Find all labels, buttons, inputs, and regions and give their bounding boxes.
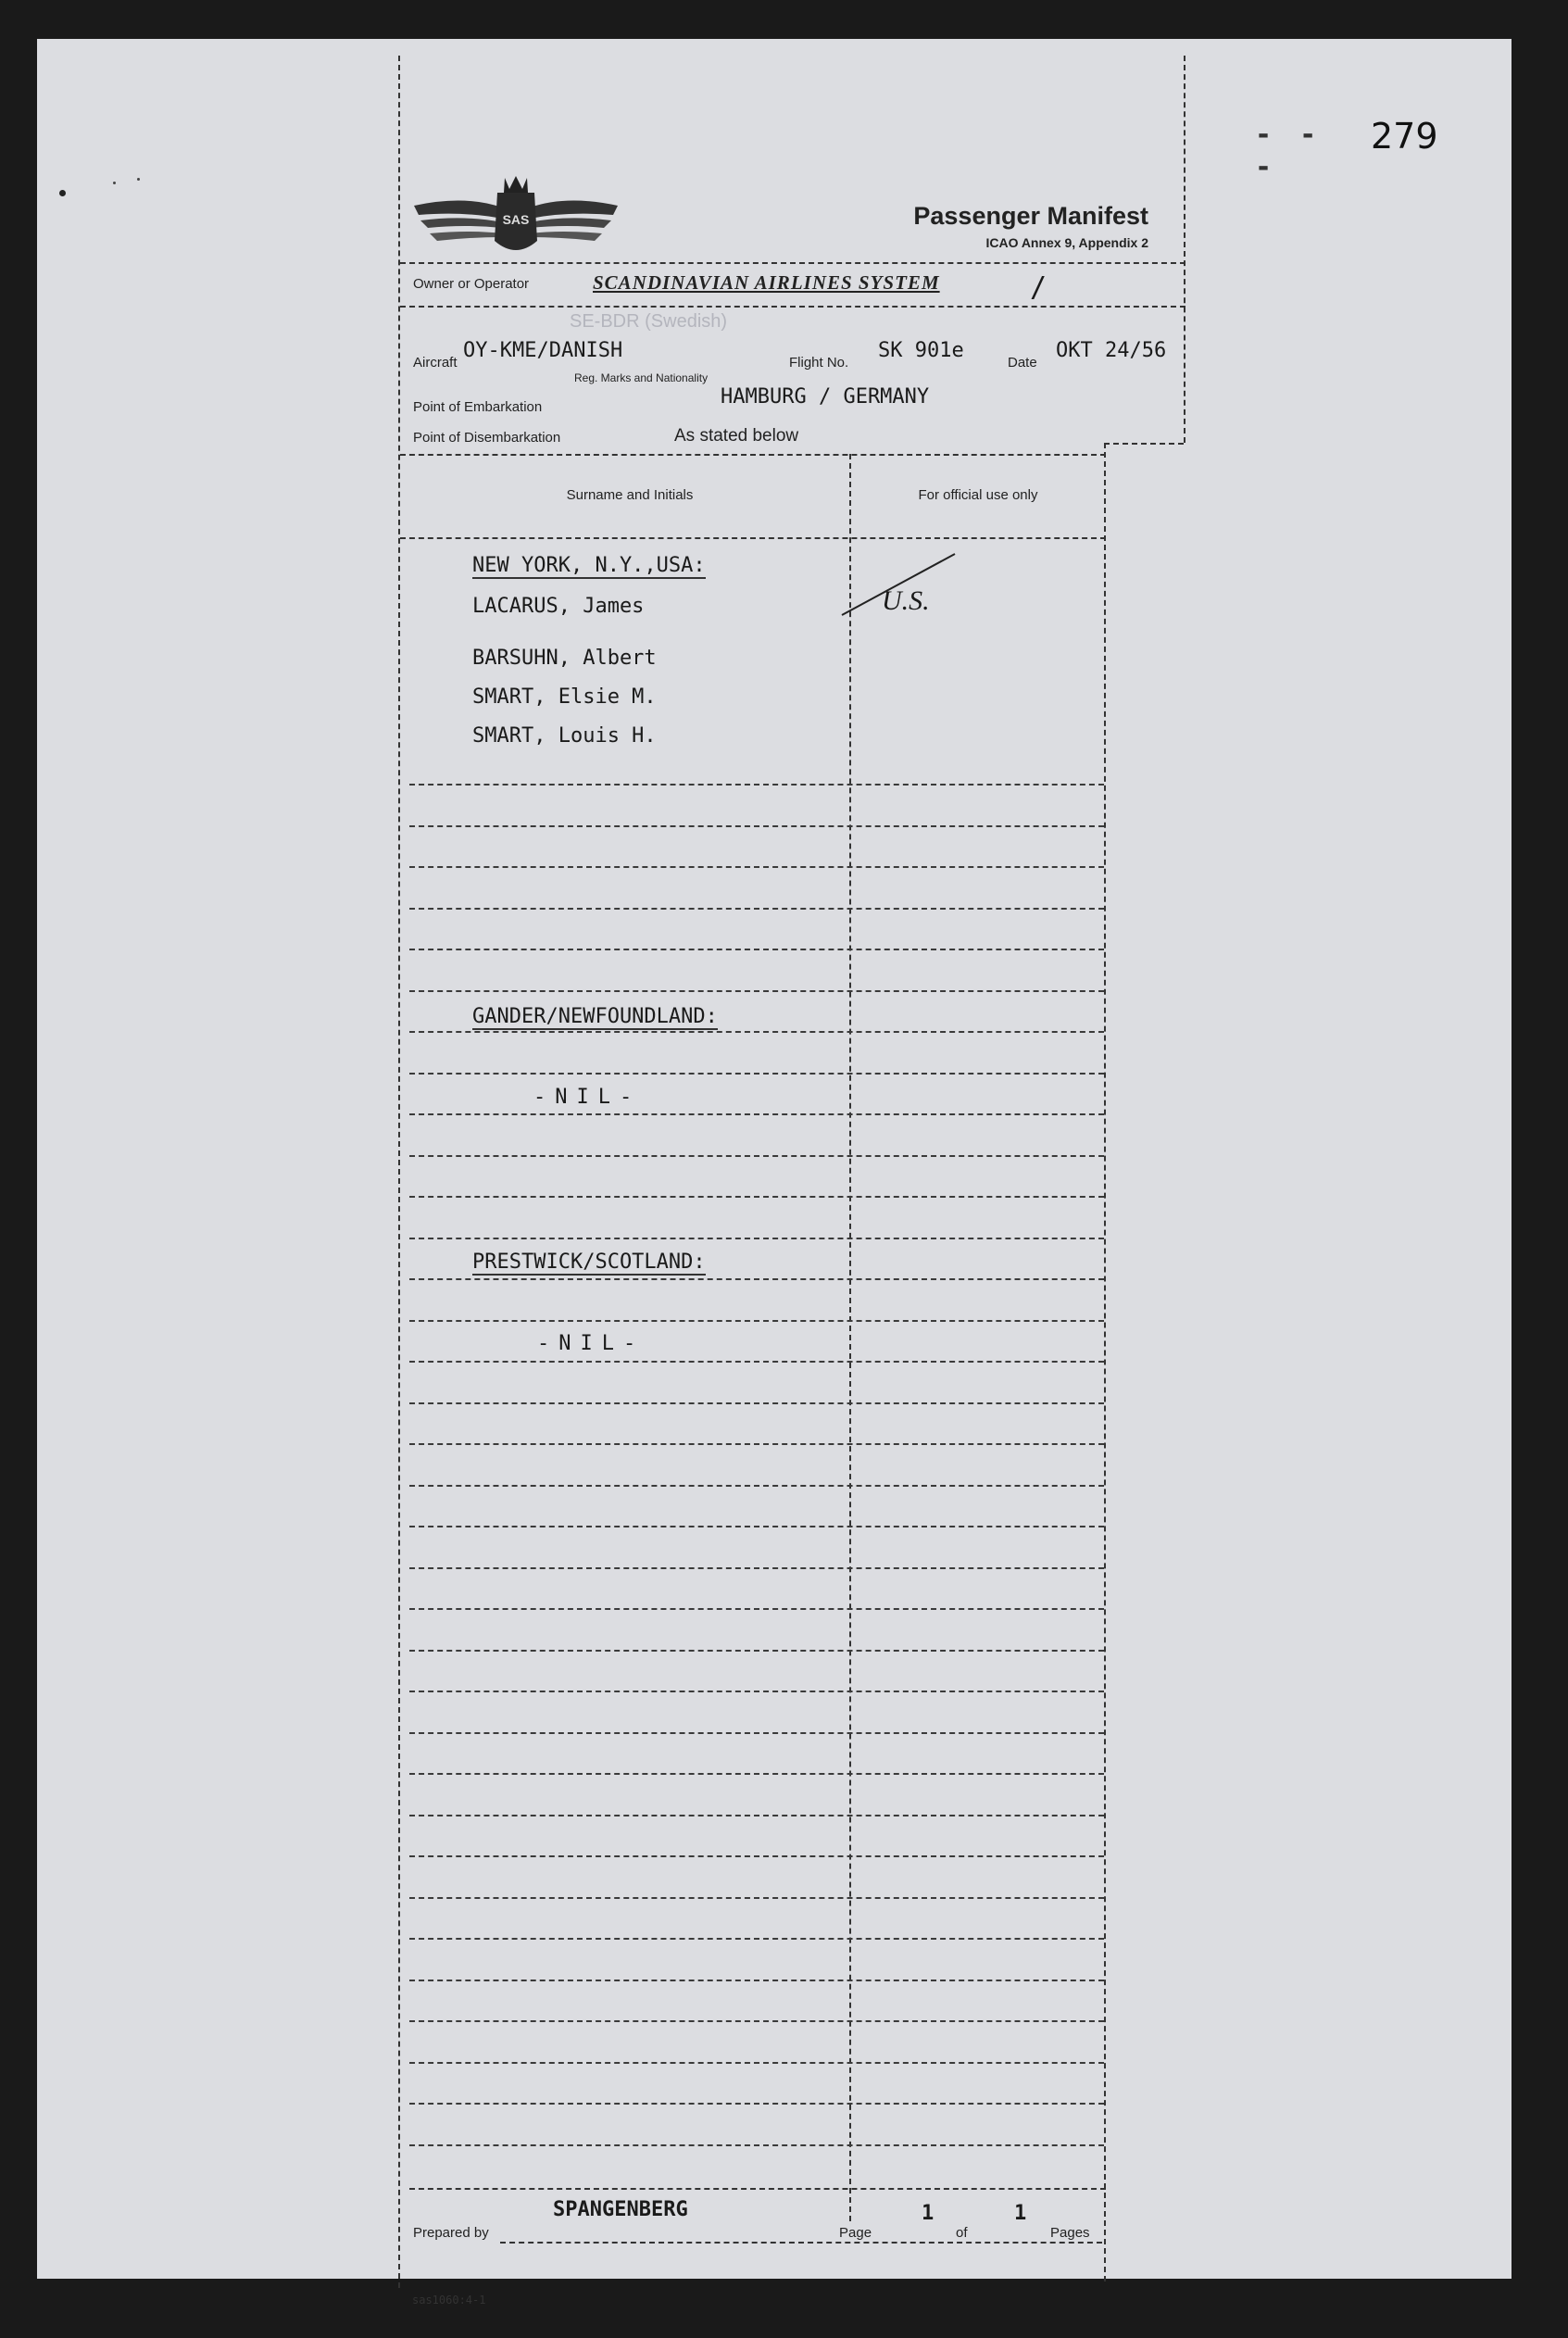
ruled-row-line	[409, 866, 1104, 868]
ruled-row-line	[409, 1402, 1104, 1404]
header-divider	[400, 537, 1106, 539]
ruled-row-line	[409, 1980, 1104, 1981]
form-right-border-top	[1184, 56, 1185, 443]
ruled-row-line	[409, 2062, 1104, 2064]
ruled-row-line	[409, 1815, 1104, 1816]
disembark-value: As stated below	[674, 426, 799, 446]
destination-heading: GANDER/NEWFOUNDLAND:	[472, 1005, 718, 1028]
page-number: 279	[1371, 116, 1438, 157]
ruled-row-line	[409, 1897, 1104, 1899]
ruled-row-line	[409, 1773, 1104, 1775]
footer-divider	[409, 2188, 1106, 2190]
ruled-row-line	[409, 1196, 1104, 1198]
of-value: 1	[1014, 2202, 1027, 2225]
divider	[400, 262, 1185, 264]
ruled-row-line	[409, 1238, 1104, 1239]
ruled-row-line	[409, 1650, 1104, 1652]
aircraft-sublabel: Reg. Marks and Nationality	[574, 371, 709, 384]
passenger-name: BARSUHN, Albert	[472, 647, 657, 670]
ruled-row-line	[409, 1732, 1104, 1734]
ruled-row-line	[409, 1278, 1104, 1280]
destination-heading: NEW YORK, N.Y.,USA:	[472, 554, 706, 577]
nil-entry: -NIL-	[537, 1332, 646, 1355]
divider	[400, 454, 1106, 456]
flight-value: SK 901e	[878, 339, 964, 362]
ruled-row-line	[409, 1361, 1104, 1363]
column-header-official: For official use only	[918, 487, 1038, 503]
footer-underline	[500, 2242, 1102, 2244]
form-code: sas1060:4-1	[412, 2294, 486, 2307]
nil-entry: -NIL-	[533, 1086, 642, 1109]
column-header-surname: Surname and Initials	[566, 487, 694, 503]
ruled-row-line	[409, 1113, 1104, 1115]
ruled-row-line	[409, 825, 1104, 827]
flight-label: Flight No.	[789, 355, 849, 371]
ruled-row-line	[409, 1526, 1104, 1527]
page-value: 1	[922, 2202, 935, 2225]
form-title: Passenger Manifest	[913, 202, 1148, 230]
aircraft-note: SE-BDR (Swedish)	[570, 311, 728, 332]
disembark-label: Point of Disembarkation	[413, 430, 561, 446]
owner-label: Owner or Operator	[413, 276, 530, 292]
embark-label: Point of Embarkation	[413, 399, 543, 415]
passenger-name: SMART, Louis H.	[472, 724, 657, 748]
corner-marks: - - -	[1255, 119, 1323, 183]
date-label: Date	[1008, 355, 1037, 371]
typed-mark: /	[1030, 271, 1047, 304]
airline-emblem-icon	[409, 167, 622, 269]
svg-text:SAS: SAS	[502, 212, 530, 227]
ruled-row-line	[409, 1031, 1104, 1033]
ruled-row-line	[409, 1608, 1104, 1610]
form-left-border	[398, 56, 400, 2288]
ruled-row-line	[409, 1938, 1104, 1940]
embark-value: HAMBURG / GERMANY	[721, 385, 930, 409]
prepared-value: SPANGENBERG	[553, 2198, 688, 2221]
ruled-row-line	[409, 2020, 1104, 2022]
ruled-row-line	[409, 1567, 1104, 1569]
ruled-row-line	[409, 1073, 1104, 1075]
prepared-label: Prepared by	[413, 2225, 489, 2241]
official-mark: U.S.	[882, 585, 930, 616]
page-label: Page	[839, 2225, 872, 2241]
pages-label: Pages	[1050, 2225, 1090, 2241]
ruled-row-line	[409, 2144, 1104, 2146]
scan-speck	[137, 178, 140, 181]
aircraft-label: Aircraft	[413, 355, 458, 371]
ruled-row-line	[409, 908, 1104, 910]
scan-speck	[113, 182, 116, 184]
ruled-row-line	[409, 1855, 1104, 1857]
form-border-step	[1104, 443, 1184, 445]
scan-speck	[59, 190, 66, 196]
form-right-border	[1104, 443, 1106, 2281]
of-label: of	[956, 2225, 968, 2241]
form-subtitle: ICAO Annex 9, Appendix 2	[985, 235, 1148, 250]
official-slash-mark	[838, 550, 960, 619]
date-value: OKT 24/56	[1056, 339, 1167, 362]
ruled-row-line	[409, 1443, 1104, 1445]
ruled-row-line	[409, 990, 1104, 992]
column-divider	[849, 454, 851, 2221]
ruled-row-line	[409, 1320, 1104, 1322]
ruled-row-line	[409, 1691, 1104, 1692]
passenger-name: LACARUS, James	[472, 595, 645, 618]
divider	[400, 306, 1185, 308]
ruled-row-line	[409, 949, 1104, 950]
ruled-row-line	[409, 784, 1104, 786]
ruled-row-line	[409, 2103, 1104, 2105]
ruled-row-line	[409, 1485, 1104, 1487]
passenger-name: SMART, Elsie M.	[472, 685, 657, 709]
destination-heading: PRESTWICK/SCOTLAND:	[472, 1251, 706, 1274]
ruled-row-line	[409, 1155, 1104, 1157]
owner-value: SCANDINAVIAN AIRLINES SYSTEM	[593, 271, 940, 294]
aircraft-value: OY-KME/DANISH	[463, 339, 623, 362]
